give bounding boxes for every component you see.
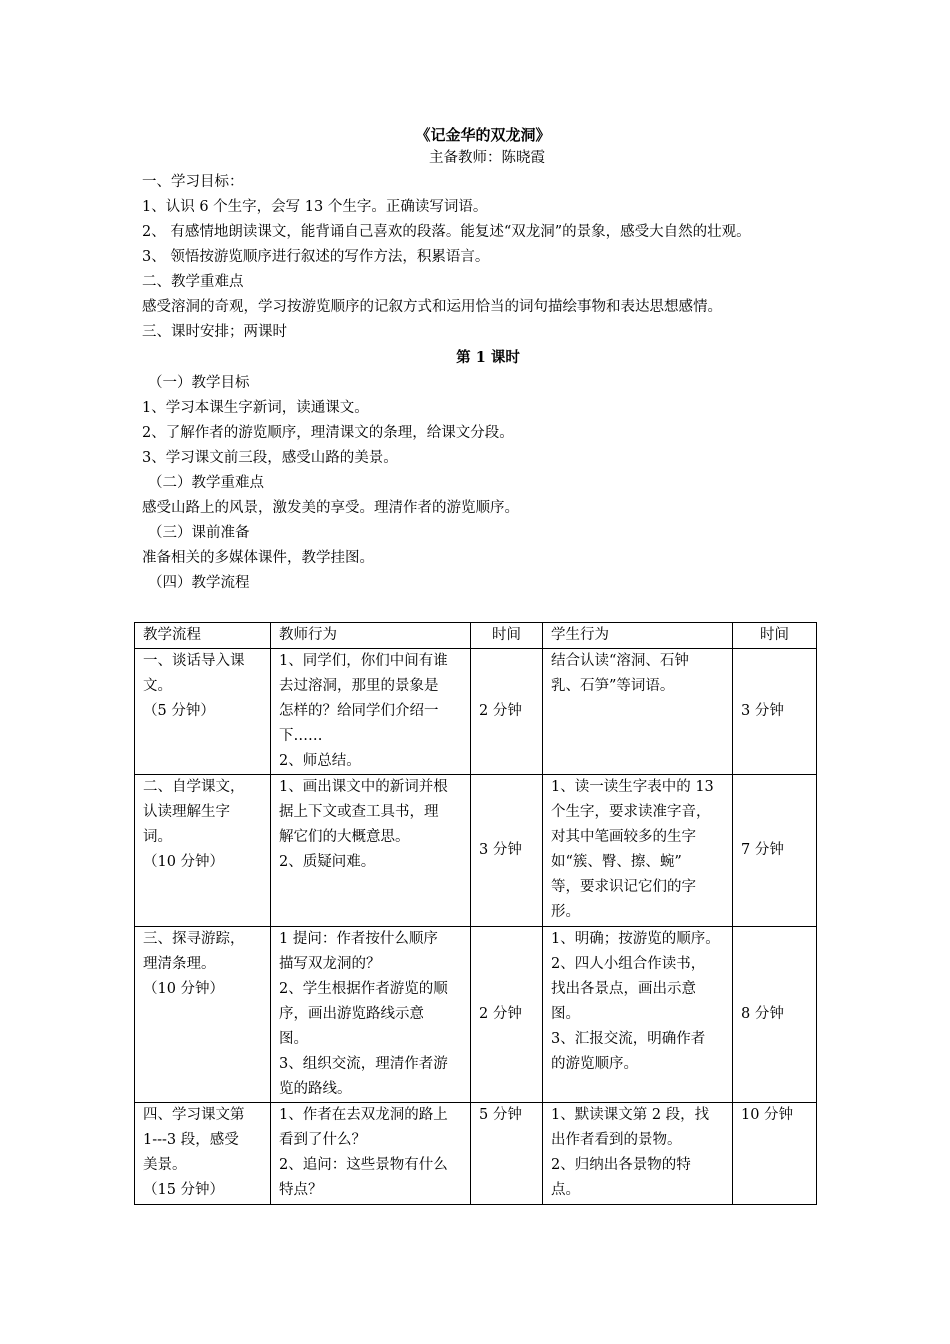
student-time-cell: 10 分钟 — [733, 1103, 817, 1205]
student-action-cell: 1、读一读生字表中的 13 个生字，要求读准字音， 对其中笔画较多的生字 如“簇、臀、擦、蜿” 等，要求识记它们的字 形。 — [543, 775, 733, 927]
lesson-goal-item: 3、学习课文前三段，感受山路的美景。 — [142, 450, 398, 466]
header-cell: 时间 — [733, 623, 817, 649]
goal-item: 2、 有感情地朗读课文，能背诵自己喜欢的段落。能复述“双龙洞”的景象，感受大自然的壮观。 — [142, 224, 751, 240]
teacher-time-cell: 2 分钟 — [471, 649, 543, 775]
table-row — [135, 1103, 817, 1205]
lesson-goal-item: 2、了解作者的游览顺序，理清课文的条理，给课文分段。 — [142, 425, 514, 441]
header-cell: 时间 — [471, 623, 543, 649]
student-time-cell: 8 分钟 — [733, 927, 817, 1103]
table-row — [135, 927, 817, 1103]
header-cell: 教师行为 — [271, 623, 471, 649]
lesson-difficulties-text: 感受山路上的风景，激发美的享受。理清作者的游览顺序。 — [142, 500, 519, 516]
teacher-action-cell: 1、同学们，你们中间有谁 去过溶洞，那里的景象是 怎样的？给同学们介绍一 下…… 2、师总结。 — [271, 649, 471, 775]
lesson-heading-goals: （一）教学目标 — [148, 375, 250, 391]
header-cell: 教学流程 — [135, 623, 271, 649]
stage-cell: 二、自学课文， 认读理解生字 词。 （10 分钟） — [135, 775, 271, 927]
lesson-title: 第 1 课时 — [456, 349, 520, 366]
student-time-cell: 7 分钟 — [733, 775, 817, 927]
lesson-heading-difficulties: （二）教学重难点 — [148, 475, 264, 491]
author-line: 主备教师：陈晓霞 — [429, 150, 545, 166]
section-heading-schedule: 三、课时安排；两课时 — [142, 324, 287, 340]
stage-cell: 一、谈话导入课 文。 （5 分钟） — [135, 649, 271, 775]
goal-item: 3、 领悟按游览顺序进行叙述的写作方法，积累语言。 — [142, 249, 490, 265]
student-action-cell: 1、明确；按游览的顺序。 2、四人小组合作读书， 找出各景点，画出示意 图。 3、汇报交流，明确作者 的游览顺序。 — [543, 927, 733, 1103]
section-heading-difficulties: 二、教学重难点 — [142, 274, 244, 290]
teacher-action-cell: 1、作者在去双龙洞的路上 看到了什么？ 2、追问：这些景物有什么 特点？ — [271, 1103, 471, 1205]
stage-cell: 三、探寻游踪， 理清条理。 （10 分钟） — [135, 927, 271, 1103]
table-row — [135, 775, 817, 927]
lesson-preparation-text: 准备相关的多媒体课件，教学挂图。 — [142, 550, 374, 566]
student-action-cell: 结合认读“溶洞、石钟 乳、石笋”等词语。 — [543, 649, 733, 775]
document-title: 《记金华的双龙洞》 — [415, 126, 551, 144]
teacher-time-cell: 5 分钟 — [471, 1103, 543, 1205]
teacher-action-cell: 1 提问：作者按什么顺序 描写双龙洞的？ 2、学生根据作者游览的顺 序，画出游览路线示意 图。 3、组织交流，理清作者游 览的路线。 — [271, 927, 471, 1103]
lesson-goal-item: 1、学习本课生字新词，读通课文。 — [142, 400, 369, 416]
teacher-action-cell: 1、画出课文中的新词并根 据上下文或查工具书，理 解它们的大概意思。 2、质疑问难。 — [271, 775, 471, 927]
header-cell: 学生行为 — [543, 623, 733, 649]
table-header-row — [135, 623, 817, 649]
difficulties-text: 感受溶洞的奇观，学习按游览顺序的记叙方式和运用恰当的词句描绘事物和表达思想感情。 — [142, 299, 722, 315]
teacher-time-cell: 2 分钟 — [471, 927, 543, 1103]
teacher-time-cell: 3 分钟 — [471, 775, 543, 927]
lesson-heading-flow: （四）教学流程 — [148, 575, 250, 591]
goal-item: 1、认识 6 个生字，会写 13 个生字。正确读写词语。 — [142, 199, 488, 215]
table-row — [135, 649, 817, 775]
lesson-heading-preparation: （三）课前准备 — [148, 525, 250, 541]
student-action-cell: 1、默读课文第 2 段，找 出作者看到的景物。 2、归纳出各景物的特 点。 — [543, 1103, 733, 1205]
teaching-flow-table — [134, 622, 817, 1205]
student-time-cell: 3 分钟 — [733, 649, 817, 775]
stage-cell: 四、学习课文第 1---3 段，感受 美景。 （15 分钟） — [135, 1103, 271, 1205]
section-heading-goals: 一、学习目标： — [142, 174, 244, 190]
document-body — [142, 118, 814, 596]
